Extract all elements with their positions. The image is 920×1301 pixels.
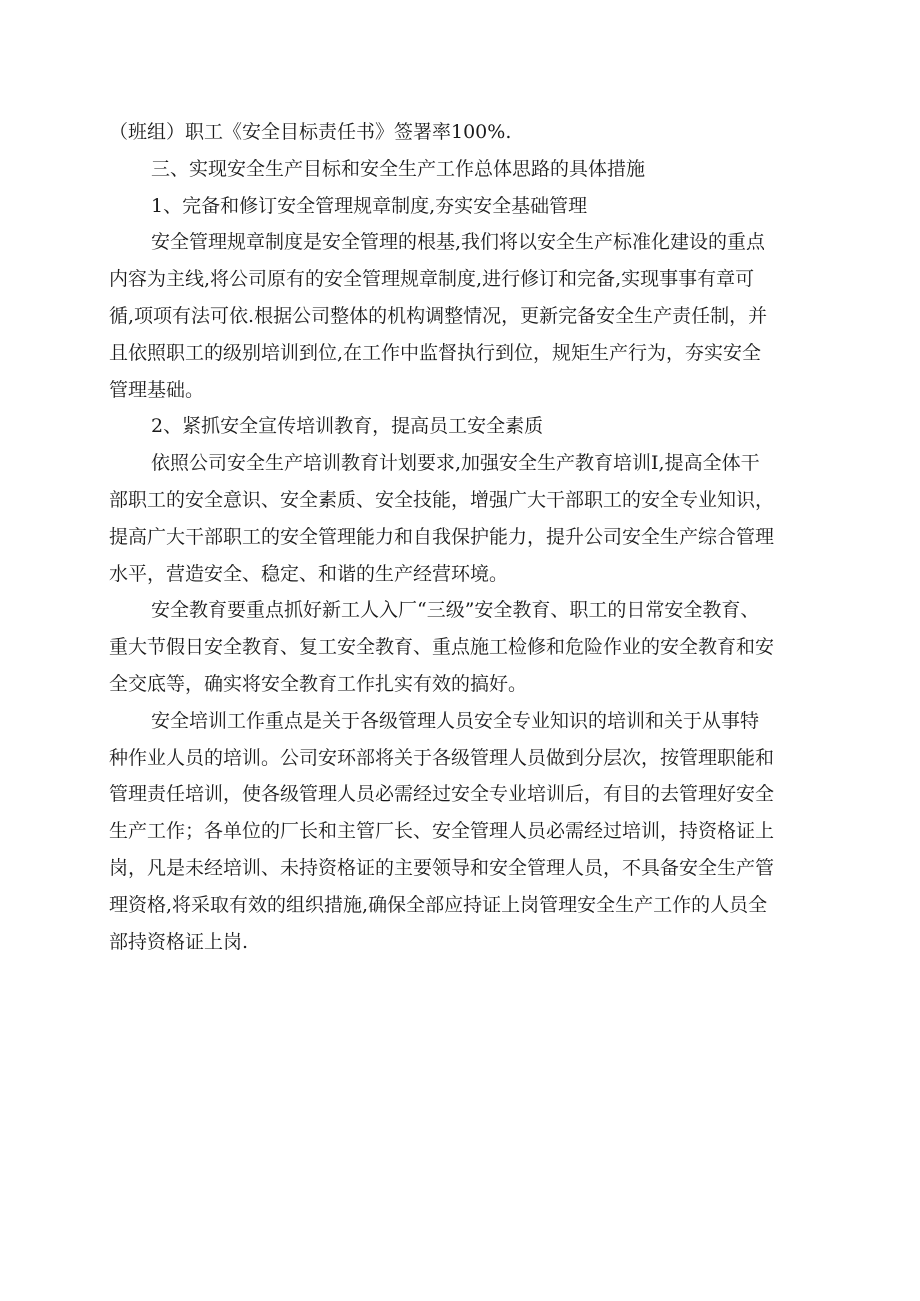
document-body	[109, 114, 817, 960]
subsection-heading: 1、完备和修订安全管理规章制度,夯实安全基础管理	[151, 194, 588, 217]
text-line: 水平，营造安全、稳定、和谐的生产经营环境。	[109, 562, 509, 585]
text-line: 全交底等，确实将安全教育工作扎实有效的搞好。	[109, 672, 528, 695]
text-line: 部职工的安全意识、安全素质、安全技能，增强广大干部职工的安全专业知识，	[109, 488, 775, 511]
text-line: 岗，凡是未经培训、未持资格证的主要领导和安全管理人员，不具备安全生产管	[109, 856, 775, 879]
text-line: 依照公司安全生产培训教育计划要求,加强安全生产教育培训I,提高全体干	[151, 452, 760, 475]
text-line: 提高广大干部职工的安全管理能力和自我保护能力，提升公司安全生产综合管理	[109, 525, 775, 548]
section-heading: 三、实现安全生产目标和安全生产工作总体思路的具体措施	[151, 157, 646, 180]
text-line: 循,项项有法可依.根据公司整体的机构调整情况，更新完备安全生产责任制，并	[109, 304, 768, 327]
text-line: 种作业人员的培训。公司安环部将关于各级管理人员做到分层次，按管理职能和	[109, 746, 775, 769]
text-line: 重大节假日安全教育、复工安全教育、重点施工检修和危险作业的安全教育和安	[109, 636, 775, 659]
text-line: 安全教育要重点抓好新工人入厂“三级”安全教育、职工的日常安全教育、	[151, 599, 760, 622]
text-line: 安全管理规章制度是安全管理的根基,我们将以安全生产标准化建设的重点	[151, 231, 766, 254]
text-line: 部持资格证上岗.	[109, 930, 249, 953]
text-line: 安全培训工作重点是关于各级管理人员安全专业知识的培训和关于从事特	[151, 709, 760, 732]
text-line: （班组）职工《安全目标责任书》签署率100%.	[109, 121, 512, 143]
text-line: 理资格,将采取有效的组织措施,确保全部应持证上岗管理安全生产工作的人员全	[109, 893, 768, 916]
subsection-heading: 2、紧抓安全宣传培训教育，提高员工安全素质	[151, 415, 544, 438]
text-line: 管理基础。	[109, 378, 205, 401]
text-line: 内容为主线,将公司原有的安全管理规章制度,进行修订和完备,实现事事有章可	[109, 268, 755, 291]
text-line: 生产工作；各单位的厂长和主管厂长、安全管理人员必需经过培训，持资格证上	[109, 820, 775, 843]
text-line: 且依照职工的级别培训到位,在工作中监督执行到位，规矩生产行为，夯实安全	[109, 341, 762, 364]
text-line: 管理责任培训，使各级管理人员必需经过安全专业培训后，有目的去管理好安全	[109, 783, 775, 806]
